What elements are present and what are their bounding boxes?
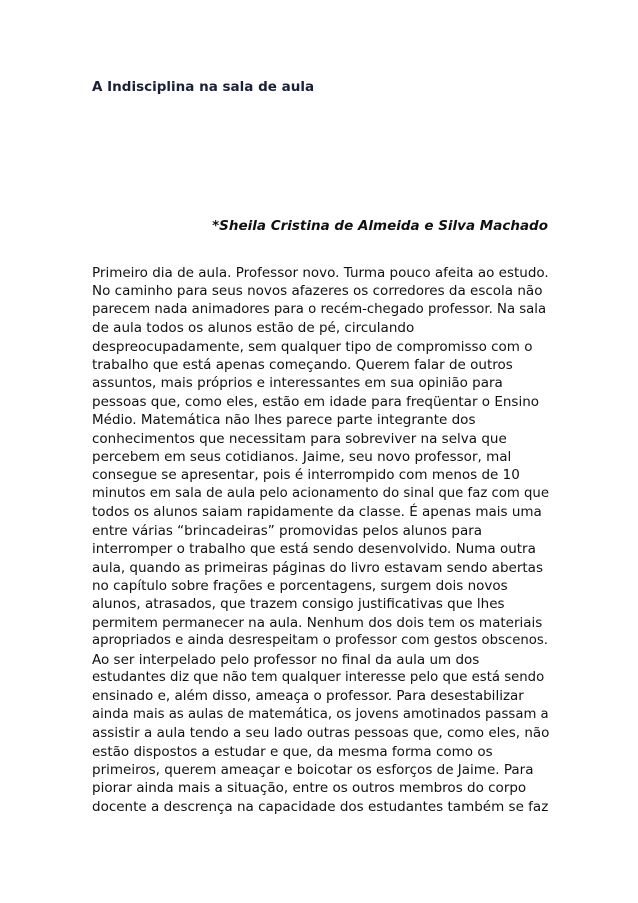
paragraph-line: piorar ainda mais a situação, entre os outros membros do corpo	[92, 780, 527, 797]
paragraph-line: consegue se apresentar, pois é interrompido com menos de 10	[92, 467, 520, 484]
paragraph-line: estudantes diz que não tem qualquer interesse pelo que está sendo	[92, 669, 545, 685]
paragraph-line: parecem nada animadores para o recém-chegado professor. Na sala	[92, 301, 547, 317]
author-line: *Sheila Cristina de Almeida e Silva Machado	[212, 218, 548, 234]
paragraph-line: interromper o trabalho que está sendo desenvolvido. Numa outra	[92, 541, 536, 558]
paragraph-line: aula, quando as primeiras páginas do livro estavam sendo abertas	[92, 559, 543, 576]
paragraph-line: pessoas que, como eles, estão em idade para freqüentar o Ensino	[92, 393, 540, 410]
paragraph-line: Médio. Matemática não lhes parece parte integrante dos	[92, 412, 476, 429]
paragraph-line: todos os alunos saiam rapidamente da classe. É apenas mais uma	[92, 504, 542, 521]
paragraph-line: Ao ser interpelado pelo professor no final da aula um dos	[92, 651, 480, 668]
paragraph-line: trabalho que está apenas começando. Querem falar de outros	[92, 357, 513, 374]
paragraph-line: ainda mais as aulas de matemática, os jovens amotinados passam a	[92, 706, 549, 722]
paragraph-line: despreocupadamente, sem qualquer tipo de compromisso com o	[92, 338, 533, 355]
paragraph-line: minutos em sala de aula pelo acionamento do sinal que faz com que	[92, 485, 549, 501]
paragraph-line: Primeiro dia de aula. Professor novo. Turma pouco afeita ao estudo.	[92, 265, 549, 281]
document-title: A Indisciplina na sala de aula	[92, 79, 315, 95]
paragraph-line: primeiros, querem ameaçar e boicotar os esforços de Jaime. Para	[92, 761, 534, 778]
paragraph-line: docente a descrença na capacidade dos estudantes também se faz	[92, 798, 549, 815]
paragraph-line: conhecimentos que necessitam para sobreviver na selva que	[92, 430, 507, 447]
body-paragraph	[92, 264, 552, 816]
paragraph-line: assistir a aula tendo a seu lado outras pessoas que, como eles, não	[92, 725, 550, 742]
paragraph-line: percebem em seus cotidianos. Jaime, seu novo professor, mal	[92, 449, 512, 466]
paragraph-line: permitem permanecer na aula. Nenhum dos dois tem os materiais	[92, 614, 543, 631]
paragraph-line: assuntos, mais próprios e interessantes em sua opinião para	[92, 375, 503, 392]
paragraph-line: alunos, atrasados, que trazem consigo justificativas que lhes	[92, 596, 505, 613]
paragraph-line: apropriados e ainda desrespeitam o professor com gestos obscenos.	[92, 633, 548, 649]
paragraph-line: de aula todos os alunos estão de pé, circulando	[92, 320, 415, 337]
paragraph-line: entre várias “brincadeiras” promovidas pelos alunos para	[92, 522, 483, 539]
paragraph-line: estão dispostos a estudar e que, da mesma forma como os	[92, 743, 493, 760]
paragraph-line: no capítulo sobre frações e porcentagens, surgem dois novos	[92, 577, 508, 594]
paragraph-line: No caminho para seus novos afazeres os corredores da escola não	[92, 283, 543, 300]
paragraph-line: ensinado e, além disso, ameaça o professor. Para desestabilizar	[92, 688, 524, 705]
